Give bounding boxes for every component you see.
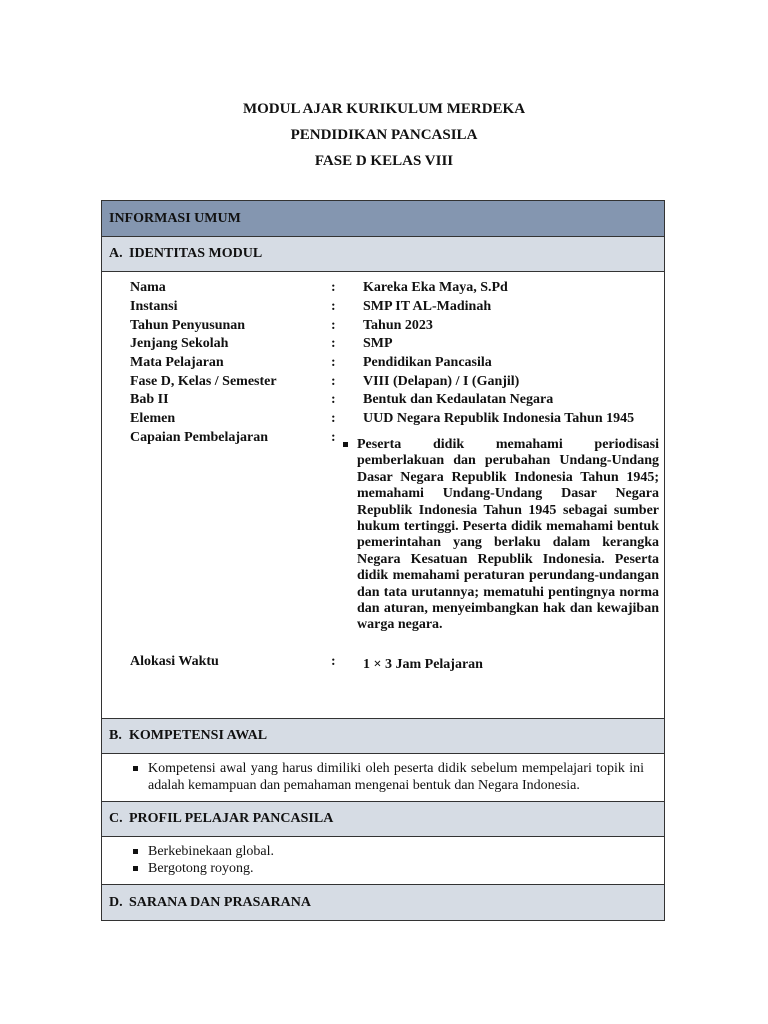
section-a-title: IDENTITAS MODUL (129, 246, 263, 261)
field-label: Tahun Penyusunan (130, 318, 246, 333)
field-colon: : (331, 430, 336, 445)
field-colon: : (331, 280, 336, 295)
identitas-modul-body (102, 272, 664, 719)
field-label: Nama (130, 280, 166, 295)
field-row-nama (130, 279, 660, 297)
field-label: Capaian Pembelajaran (130, 430, 269, 445)
informasi-umum-header: INFORMASI UMUM (102, 201, 664, 237)
field-value: 1 × 3 Jam Pelajaran (363, 657, 483, 672)
field-colon: : (331, 355, 336, 370)
field-value: SMP IT AL-Madinah (363, 299, 492, 314)
field-value: Pendidikan Pancasila (363, 355, 492, 370)
square-bullet-icon (133, 866, 138, 871)
field-label: Alokasi Waktu (130, 654, 219, 669)
section-a-letter: A. (109, 246, 123, 261)
field-colon: : (331, 336, 336, 351)
field-colon: : (331, 299, 336, 314)
capaian-text: Peserta didik memahami periodisasi pemberlakuan dan perubahan Undang-Undang Dasar Negara Republik Indonesia Tahun 1945; memahami Undang-Undang Dasar Negara Republik Indonesia Tahun 1945 sebagai sumber hukum tertinggi. Peserta didik memahami bentuk pemerintahan yang berlaku dalam kerangka Negara Kesatuan Republik Indonesia. Peserta didik memahami peraturan perundang-undangan dan tata urutannya; mematuhi pentingnya norma dan aturan, menyeimbangkan hak dan kewajiban warga negara. (357, 437, 659, 633)
kompetensi-text: Kompetensi awal yang harus dimiliki oleh peserta didik sebelum mempelajari topik ini adalah kemampuan dan pemahaman mengenai bentuk dan Negara Indonesia. (148, 761, 644, 793)
document-title-block (0, 100, 768, 178)
field-value: SMP (363, 336, 393, 351)
section-b-title: KOMPETENSI AWAL (129, 728, 268, 743)
title-line-2: PENDIDIKAN PANCASILA (290, 127, 478, 143)
field-row-fase (130, 373, 660, 391)
module-info-table (101, 200, 665, 921)
field-value: Bentuk dan Kedaulatan Negara (363, 392, 554, 407)
section-c-title: PROFIL PELAJAR PANCASILA (129, 811, 334, 826)
field-label: Mata Pelajaran (130, 355, 224, 370)
list-item (102, 844, 664, 861)
square-bullet-icon (133, 849, 138, 854)
field-row-elemen (130, 410, 660, 428)
capaian-bullet (357, 437, 659, 634)
field-label: Elemen (130, 411, 176, 426)
field-colon: : (331, 411, 336, 426)
profil-pelajar-body (102, 837, 664, 885)
square-bullet-icon (133, 766, 138, 771)
field-value: VIII (Delapan) / I (Ganjil) (363, 374, 520, 389)
section-c-header (102, 802, 664, 837)
field-row-instansi (130, 298, 660, 316)
list-item (102, 761, 664, 794)
square-bullet-icon (343, 442, 348, 447)
field-row-tahun (130, 317, 660, 335)
field-row-mapel (130, 354, 660, 372)
kompetensi-awal-body (102, 754, 664, 802)
field-value: UUD Negara Republik Indonesia Tahun 1945 (363, 411, 635, 426)
field-colon: : (331, 654, 336, 669)
field-label: Bab II (130, 392, 169, 407)
title-line-1: MODUL AJAR KURIKULUM MERDEKA (242, 101, 526, 117)
section-b-letter: B. (109, 728, 122, 743)
field-label: Jenjang Sekolah (130, 336, 229, 351)
field-row-bab (130, 391, 660, 409)
field-label: Instansi (130, 299, 178, 314)
field-row-alokasi (130, 653, 660, 671)
field-value: Tahun 2023 (363, 318, 433, 333)
list-item (102, 861, 664, 878)
field-label: Fase D, Kelas / Semester (130, 374, 277, 389)
section-a-header (102, 237, 664, 272)
section-c-letter: C. (109, 811, 123, 826)
section-d-letter: D. (109, 894, 123, 910)
field-row-jenjang (130, 335, 660, 353)
field-colon: : (331, 374, 336, 389)
field-value: Kareka Eka Maya, S.Pd (363, 280, 508, 295)
profil-text: Bergotong royong. (148, 860, 254, 876)
field-colon: : (331, 392, 336, 407)
section-d-title: SARANA DAN PRASARANA (129, 894, 312, 910)
title-line-3: FASE D KELAS VIII (314, 153, 454, 169)
section-d-header (102, 885, 664, 920)
profil-text: Berkebinekaan global. (148, 844, 274, 859)
field-colon: : (331, 318, 336, 333)
section-b-header (102, 719, 664, 754)
